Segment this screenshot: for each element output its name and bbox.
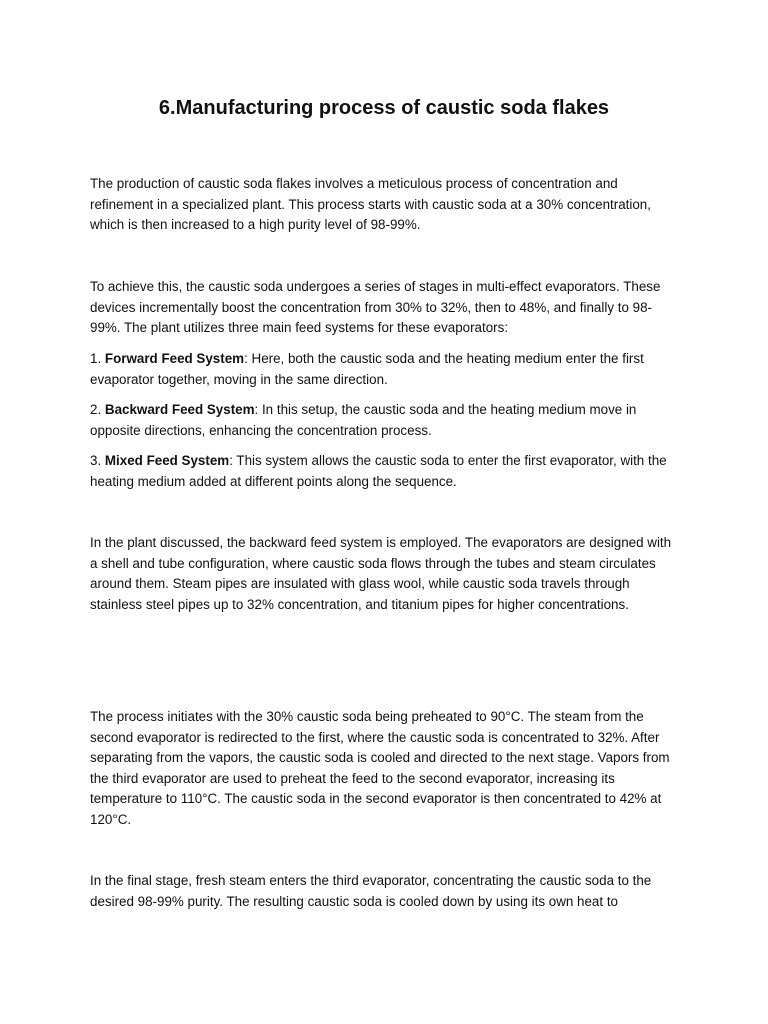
feed-system-number: 3. <box>90 453 102 468</box>
intro-paragraph: The production of caustic soda flakes involves a meticulous process of concentration and refinement in a specialized plant. This process starts with caustic soda at a 30% concentration, which is then increased to a high purity level of 98-99%. <box>90 176 651 232</box>
process-paragraph: The process initiates with the 30% caustic soda being preheated to 90°C. The steam from the second evaporator is redirected to the first, where the caustic soda is concentrated to 32%. After separating from the vapors, the caustic soda is cooled and directed to the next stage. Vapors from the third evaporator are used to preheat the feed to the second evaporator, increasing its temperature to 110°C. The caustic soda in the second evaporator is then concentrated to 42% at 120°C. <box>90 709 670 827</box>
feed-system-item-mixed <box>90 451 680 492</box>
feed-system-name: Mixed Feed System <box>104 453 230 468</box>
feed-system-item-backward <box>90 400 680 441</box>
feed-system-number: 2. <box>90 402 102 417</box>
stages-paragraph: To achieve this, the caustic soda undergoes a series of stages in multi-effect evaporators. These devices incrementally boost the concentration from 30% to 32%, then to 48%, and finally to 98-99%. The plant utilizes three main feed systems for these evaporators: <box>90 279 661 335</box>
feed-system-item-forward <box>90 349 680 390</box>
feed-system-description: : Here, both the caustic soda and the heating medium enter the first evaporator together, moving in the same direction. <box>90 351 644 387</box>
feed-system-name: Forward Feed System <box>104 351 245 366</box>
feed-system-description: : In this setup, the caustic soda and the heating medium move in opposite directions, enhancing the concentration process. <box>90 402 637 438</box>
final-stage-paragraph: In the final stage, fresh steam enters the third evaporator, concentrating the caustic soda to the desired 98-99% purity. The resulting caustic soda is cooled down by using its own heat to <box>90 873 652 909</box>
plant-paragraph: In the plant discussed, the backward feed system is employed. The evaporators are designed with a shell and tube configuration, where caustic soda flows through the tubes and steam circulates around them. Steam pipes are insulated with glass wool, while caustic soda travels through stainless steel pipes up to 32% concentration, and titanium pipes for higher concentrations. <box>90 535 672 612</box>
feed-system-description: : This system allows the caustic soda to enter the first evaporator, with the heating medium added at different points along the sequence. <box>90 453 667 489</box>
page-title: 6.Manufacturing process of caustic soda flakes <box>158 97 610 119</box>
feed-system-name: Backward Feed System <box>104 402 255 417</box>
feed-system-number: 1. <box>90 351 102 366</box>
